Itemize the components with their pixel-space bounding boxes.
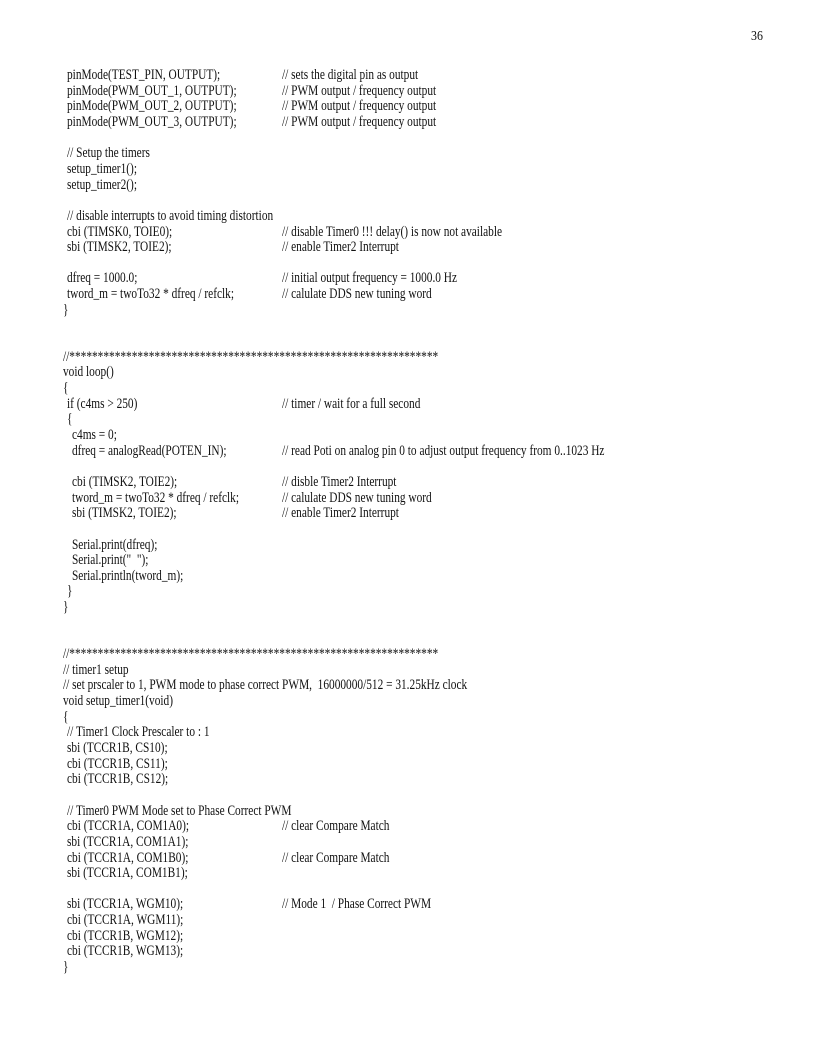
code-line <box>0 380 816 396</box>
code-line <box>0 286 816 302</box>
code-text: tword_m = twoTo32 * dfreq / refclk; <box>67 286 234 303</box>
code-comment: // sets the digital pin as output <box>282 67 419 83</box>
code-text: dfreq = analogRead(POTEN_IN); <box>72 442 227 459</box>
code-line <box>0 850 816 866</box>
code-text: // Timer0 PWM Mode set to Phase Correct PWM <box>67 802 292 819</box>
code-comment: // calulate DDS new tuning word <box>282 286 432 303</box>
code-comment: // calulate DDS new tuning word <box>282 489 432 506</box>
code-line <box>0 787 816 803</box>
code-comment: // clear Compare Match <box>282 818 390 835</box>
code-line <box>0 302 816 318</box>
code-line <box>0 693 816 709</box>
code-comment: // clear Compare Match <box>282 849 390 866</box>
code-line <box>0 724 816 740</box>
code-text: // timer1 setup <box>63 661 129 678</box>
code-text: // set prscaler to 1, PWM mode to phase correct PWM, 16000000/512 = 31.25kHz clock <box>63 677 468 694</box>
code-text: { <box>63 380 69 396</box>
code-text: // Timer1 Clock Prescaler to : 1 <box>67 724 210 741</box>
code-line <box>0 756 816 772</box>
code-line <box>0 803 816 819</box>
code-text: //***************************************************************** <box>63 348 439 365</box>
code-text: } <box>67 583 73 600</box>
code-text: if (c4ms > 250) <box>67 395 138 412</box>
code-line <box>0 834 816 850</box>
code-comment: // enable Timer2 Interrupt <box>282 505 399 522</box>
code-text: setup_timer2(); <box>67 176 137 193</box>
page-number: 36 <box>751 29 763 44</box>
code-line <box>0 568 816 584</box>
code-line <box>0 192 816 208</box>
code-line <box>0 364 816 380</box>
code-line <box>0 865 816 881</box>
code-text: dfreq = 1000.0; <box>67 270 138 287</box>
code-line <box>0 490 816 506</box>
code-text: cbi (TIMSK0, TOIE0); <box>67 223 173 240</box>
code-text: setup_timer1(); <box>67 160 137 177</box>
code-text: cbi (TCCR1A, COM1B0); <box>67 849 189 866</box>
code-text: sbi (TCCR1A, WGM10); <box>67 896 184 913</box>
code-text: sbi (TCCR1A, COM1B1); <box>67 865 188 882</box>
code-text: sbi (TCCR1A, COM1A1); <box>67 833 189 850</box>
code-text: pinMode(PWM_OUT_2, OUTPUT); <box>67 98 237 115</box>
code-text: } <box>63 599 69 616</box>
code-line <box>0 881 816 897</box>
code-text: pinMode(PWM_OUT_3, OUTPUT); <box>67 113 237 130</box>
code-line <box>0 224 816 240</box>
code-line <box>0 130 816 146</box>
code-line <box>0 662 816 678</box>
code-line <box>0 333 816 349</box>
code-line <box>0 537 816 553</box>
code-comment: // timer / wait for a full second <box>282 395 421 412</box>
code-line <box>0 928 816 944</box>
code-text: // Setup the timers <box>67 145 150 162</box>
code-line <box>0 912 816 928</box>
code-line <box>0 411 816 427</box>
code-line <box>0 443 816 459</box>
code-line <box>0 896 816 912</box>
code-text: cbi (TCCR1B, WGM13); <box>67 943 184 960</box>
code-text: cbi (TCCR1A, WGM11); <box>67 912 184 929</box>
code-text: tword_m = twoTo32 * dfreq / refclk; <box>72 489 239 506</box>
code-line <box>0 67 816 83</box>
code-line <box>0 583 816 599</box>
code-text: sbi (TIMSK2, TOIE2); <box>72 505 177 522</box>
code-line <box>0 615 816 631</box>
code-line <box>0 396 816 412</box>
code-text: cbi (TIMSK2, TOIE2); <box>72 473 178 490</box>
code-comment: // enable Timer2 Interrupt <box>282 239 399 256</box>
code-text: void loop() <box>63 364 114 381</box>
code-line <box>0 114 816 130</box>
code-line <box>0 208 816 224</box>
code-comment: // disable Timer0 !!! delay() is now not available <box>282 223 503 240</box>
code-text: pinMode(PWM_OUT_1, OUTPUT); <box>67 82 237 99</box>
code-line <box>0 239 816 255</box>
code-text: } <box>63 301 69 318</box>
code-comment: // PWM output / frequency output <box>282 98 437 115</box>
code-line <box>0 474 816 490</box>
code-comment: // PWM output / frequency output <box>282 82 437 99</box>
code-line <box>0 145 816 161</box>
code-text: { <box>63 708 69 725</box>
code-text: { <box>67 411 73 428</box>
code-text: pinMode(TEST_PIN, OUTPUT); <box>67 67 221 83</box>
code-text: cbi (TCCR1B, CS11); <box>67 755 168 772</box>
code-line <box>0 630 816 646</box>
code-comment: // read Poti on analog pin 0 to adjust output frequency from 0..1023 Hz <box>282 442 605 459</box>
code-comment: // Mode 1 / Phase Correct PWM <box>282 896 432 913</box>
code-text: } <box>63 959 69 976</box>
code-line <box>0 943 816 959</box>
code-line <box>0 505 816 521</box>
code-line <box>0 646 816 662</box>
code-line <box>0 552 816 568</box>
code-text: cbi (TCCR1A, COM1A0); <box>67 818 190 835</box>
code-line <box>0 521 816 537</box>
code-text: void setup_timer1(void) <box>63 693 174 709</box>
code-line <box>0 177 816 193</box>
code-text: c4ms = 0; <box>72 426 117 443</box>
code-line <box>0 599 816 615</box>
code-line <box>0 677 816 693</box>
code-line <box>0 255 816 271</box>
code-line <box>0 818 816 834</box>
code-line <box>0 270 816 286</box>
code-line <box>0 98 816 114</box>
code-comment: // disble Timer2 Interrupt <box>282 473 397 490</box>
code-text: cbi (TCCR1B, WGM12); <box>67 927 184 944</box>
code-text: Serial.println(tword_m); <box>72 567 184 584</box>
code-text: Serial.print(" "); <box>72 552 149 569</box>
code-text: //***************************************************************** <box>63 646 439 663</box>
code-line <box>0 427 816 443</box>
code-text: cbi (TCCR1B, CS12); <box>67 771 169 788</box>
code-line <box>0 458 816 474</box>
code-line <box>0 349 816 365</box>
code-line <box>0 83 816 99</box>
code-line <box>0 317 816 333</box>
code-line <box>0 771 816 787</box>
code-comment: // initial output frequency = 1000.0 Hz <box>282 270 458 287</box>
code-text: sbi (TCCR1B, CS10); <box>67 739 168 756</box>
code-line <box>0 740 816 756</box>
code-line <box>0 959 816 975</box>
code-line <box>0 161 816 177</box>
code-line <box>0 709 816 725</box>
code-text: // disable interrupts to avoid timing distortion <box>67 207 274 224</box>
code-text: sbi (TIMSK2, TOIE2); <box>67 239 172 256</box>
code-text: Serial.print(dfreq); <box>72 536 158 553</box>
code-comment: // PWM output / frequency output <box>282 113 437 130</box>
